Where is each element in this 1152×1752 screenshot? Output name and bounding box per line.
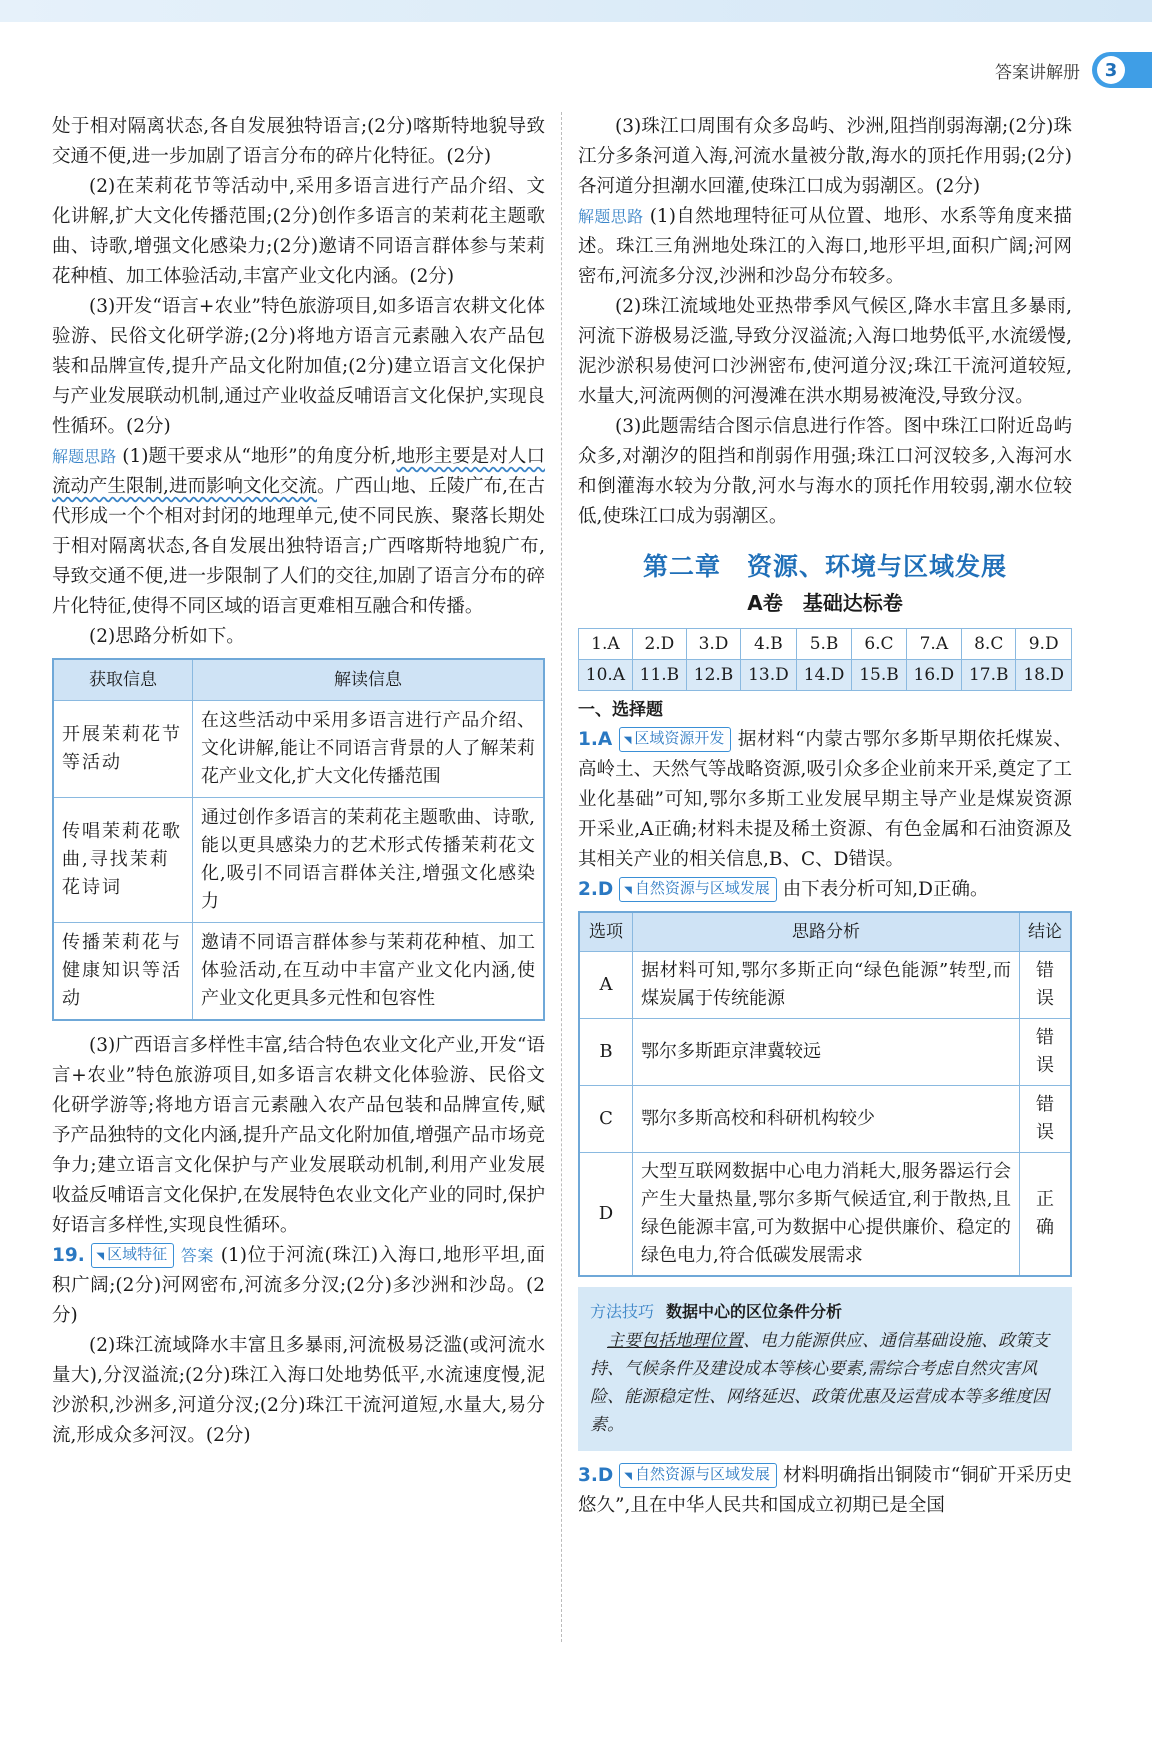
answer-cell: 2.D — [632, 629, 686, 660]
think-paragraph: (3)此题需结合图示信息进行作答。图中珠江口附近岛屿众多,对潮汐的阻挡和削弱作用强;珠江口河汊较多,入海河水和倒灌海水较为分散,河水与海水的顶托作用较弱,潮水位较低,使珠江口成为弱潮区。 — [578, 416, 1072, 527]
answer-cell: 18.D — [1016, 660, 1072, 691]
answer-cell: 5.B — [796, 629, 852, 660]
answer-text: 由下表分析可知,D正确。 — [782, 879, 989, 900]
table-cell-key: 开展茉莉花节等活动 — [53, 701, 193, 798]
answer-cell: 1.A — [579, 629, 633, 660]
answer-cell: 13.D — [741, 660, 797, 691]
answer-text: 材料明确指出铜陵市“铜矿开采历史悠久”,且在中华人民共和国成立初期已是全国 — [578, 1465, 1072, 1516]
answer-paragraph: (3)开发“语言+农业”特色旅游项目,如多语言农耕文化体验游、民俗文化研学游;(2分)将地方语言元素融入农产品包装和品牌宣传,提升产品文化附加值;(2分)建立语言文化保护与产业发展联动机制,通过产业收益反哺语言文化保护,实现良性循环。(2分) — [52, 296, 545, 437]
question-1 — [578, 725, 1072, 875]
table-row — [53, 798, 544, 923]
result-cell: 错误 — [1020, 1019, 1072, 1086]
answer-cell: 8.C — [962, 629, 1016, 660]
analysis-cell: 据材料可知,鄂尔多斯正向“绿色能源”转型,而煤炭属于传统能源 — [633, 952, 1020, 1019]
question-number: 19. — [52, 1245, 85, 1266]
think-paragraph — [578, 202, 1072, 292]
answer-text: 据材料“内蒙古鄂尔多斯早期依托煤炭、高岭土、天然气等战略资源,吸引众多企业前来开采,奠定了工业化基础”可知,鄂尔多斯工业发展早期主导产业是煤炭资源开采业,A正确;材料未提及稀土资源、有色金属和石油资源及其相关产业的相关信息,B、C、D错误。 — [578, 729, 1072, 870]
answer-grid-row — [579, 660, 1072, 691]
result-cell: 正确 — [1020, 1153, 1072, 1277]
table-row — [53, 923, 544, 1021]
chapter-title: 第二章 资源、环境与区域发展 — [642, 552, 1007, 581]
answer-grid-row — [579, 629, 1072, 660]
answer-cell: 7.A — [906, 629, 962, 660]
question-3 — [578, 1461, 1072, 1521]
answer-cell: 4.B — [741, 629, 797, 660]
answer-paragraph: (3)珠江口周围有众多岛屿、沙洲,阻挡削弱海潮;(2分)珠江分多条河道入海,河流水量被分散,海水的顶托作用弱;(2分)各河道分担潮水回灌,使珠江口成为弱潮区。(2分) — [578, 116, 1072, 197]
answer-text: (1)位于河流(珠江)入海口,地形平坦,面积广阔;(2分)河网密布,河流多分汊;(2分)多沙洲和沙岛。(2分) — [52, 1245, 546, 1326]
table-cell-value: 邀请不同语言群体参与茉莉花种植、加工体验活动,在互动中丰富产业文化内涵,使产业文化更具多元性和包容性 — [193, 923, 545, 1021]
think-paragraph: (2)珠江流域地处亚热带季风气候区,降水丰富且多暴雨,河流下游极易泛滥,导致分汊溢流;入海口地势低平,水流缓慢,泥沙淤积易使河口沙洲密布,使河道分汊;珠江干流河道较短,水量大,河流两侧的河漫滩在洪水期易被淹没,导致分汊。 — [578, 296, 1072, 407]
page-number: 3 — [1097, 56, 1125, 84]
option-cell: A — [579, 952, 633, 1019]
think-text: 。广西山地、丘陵广布,在古代形成一个个相对封闭的地理单元,使不同民族、聚落长期处于相对隔离状态,各自发展出独特语言;广西喀斯特地貌广布,导致交通不便,进一步限制了人们的交往,加剧了语言分布的碎片化特征,使得不同区域的语言更难相互融合和传播。 — [52, 476, 545, 617]
table-cell-value: 通过创作多语言的茉莉花主题歌曲、诗歌,能以更具感染力的艺术形式传播茉莉花文化,吸引不同语言群体关注,增强文化感染力 — [193, 798, 545, 923]
table-row — [579, 952, 1071, 1019]
section-subtitle: A卷 基础达标卷 — [747, 591, 903, 615]
tip-key: 方法技巧 — [590, 1302, 655, 1321]
topic-tag: ◥ 区域资源开发 — [619, 727, 732, 752]
table-row — [579, 1019, 1071, 1086]
answer-label: 答案 — [180, 1246, 215, 1265]
analysis-cell: 鄂尔多斯距京津冀较远 — [633, 1019, 1020, 1086]
answer-paragraph: (3)广西语言多样性丰富,结合特色农业文化产业,开发“语言+农业”特色旅游项目,如多语言农耕文化体验游、民俗文化研学游等;将地方语言元素融入农产品包装和品牌宣传,赋予产品独特的文化内涵,提升产品文化附加值,增强产品市场竞争力;建立语言文化保护与产业发展联动机制,利用产业发展收益反哺语言文化保护,在发展特色农业文化产业的同时,保护好语言多样性,实现良性循环。 — [52, 1035, 545, 1236]
table-header: 解读信息 — [193, 659, 545, 701]
column-divider — [561, 112, 562, 1642]
question-19 — [52, 1241, 545, 1331]
topic-tag: ◥ 区域特征 — [91, 1243, 174, 1268]
option-cell: B — [579, 1019, 633, 1086]
think-label: 解题思路 — [578, 207, 644, 226]
option-analysis-table — [578, 911, 1072, 1277]
underlined-key-point: 地形主要是对人口流动产生限制,进而影响文化交流 — [52, 446, 545, 497]
answer-cell: 14.D — [796, 660, 852, 691]
top-color-band — [0, 0, 1152, 22]
info-analysis-table — [52, 658, 545, 1021]
think-paragraph — [52, 442, 545, 622]
analysis-cell: 鄂尔多斯高校和科研机构较少 — [633, 1086, 1020, 1153]
answer-cell: 6.C — [852, 629, 906, 660]
table-row — [53, 701, 544, 798]
table-cell-key: 传播茉莉花与健康知识等活动 — [53, 923, 193, 1021]
answer-cell: 16.D — [906, 660, 962, 691]
page-header — [995, 50, 1152, 90]
header-title: 答案讲解册 — [995, 62, 1080, 83]
option-cell: C — [579, 1086, 633, 1153]
left-column — [52, 112, 545, 1451]
think-text: (1)题干要求从“地形”的角度分析, — [122, 446, 397, 467]
answer-cell: 11.B — [632, 660, 686, 691]
result-cell: 错误 — [1020, 1086, 1072, 1153]
table-cell-key: 传唱茉莉花歌曲,寻找茉莉花诗词 — [53, 798, 193, 923]
think-text: (1)自然地理特征可从位置、地形、水系等角度来描述。珠江三角洲地处珠江的入海口,地形平坦,面积广阔;河网密布,河流多分汊,沙洲和沙岛分布较多。 — [578, 206, 1072, 287]
answer-cell: 17.B — [962, 660, 1016, 691]
answer-cell: 15.B — [852, 660, 906, 691]
page-number-tab — [1092, 52, 1152, 88]
answer-paragraph: (2)珠江流域降水丰富且多暴雨,河流极易泛滥(或河流水量大),分汊溢流;(2分)珠江入海口处地势低平,水流速度慢,泥沙淤积,沙洲多,河道分汊;(2分)珠江干流河道短,水量大,易分流,形成众多河汊。(2分) — [52, 1335, 545, 1446]
think-label: 解题思路 — [52, 447, 117, 466]
result-cell: 错误 — [1020, 952, 1072, 1019]
table-header: 思路分析 — [633, 912, 1020, 952]
table-row — [579, 1086, 1071, 1153]
answer-cell: 3.D — [686, 629, 740, 660]
question-2 — [578, 875, 1072, 905]
table-header: 获取信息 — [53, 659, 193, 701]
topic-tag: ◥ 自然资源与区域发展 — [619, 1463, 777, 1488]
tip-body — [590, 1327, 1060, 1439]
tip-title: 数据中心的区位条件分析 — [666, 1302, 843, 1321]
tip-text: 、电力能源供应、通信基础设施、政策支持、气候条件及建设成本等核心要素,需综合考虑自然灾害风险、能源稳定性、网络延迟、政策优惠及运营成本等多维度因素。 — [590, 1331, 1049, 1435]
table-header: 结论 — [1020, 912, 1072, 952]
right-column — [578, 112, 1072, 1521]
answer-paragraph: (2)思路分析如下。 — [89, 626, 245, 647]
question-number: 2.D — [578, 879, 614, 900]
analysis-cell: 大型互联网数据中心电力消耗大,服务器运行会产生大量热量,鄂尔多斯气候适宜,利于散热,且绿色能源丰富,可为数据中心提供廉价、稳定的绿色电力,符合低碳发展需求 — [633, 1153, 1020, 1277]
answer-cell: 12.B — [686, 660, 740, 691]
question-number: 1.A — [578, 729, 613, 750]
answer-cell: 10.A — [579, 660, 633, 691]
table-cell-value: 在这些活动中采用多语言进行产品介绍、文化讲解,能让不同语言背景的人了解茉莉花产业文化,扩大文化传播范围 — [193, 701, 545, 798]
section-heading: 一、选择题 — [578, 700, 663, 720]
answer-grid — [578, 628, 1072, 691]
answer-paragraph: 处于相对隔离状态,各自发展独特语言;(2分)喀斯特地貌导致交通不便,进一步加剧了语言分布的碎片化特征。(2分) — [52, 116, 545, 167]
topic-tag: ◥ 自然资源与区域发展 — [619, 877, 777, 902]
question-number: 3.D — [578, 1465, 614, 1486]
tip-underlined: 主要包括地理位置 — [607, 1331, 743, 1351]
answer-cell: 9.D — [1016, 629, 1072, 660]
tip-heading — [590, 1297, 1060, 1327]
option-cell: D — [579, 1153, 633, 1277]
table-header: 选项 — [579, 912, 633, 952]
table-row — [579, 1153, 1071, 1277]
method-tip-box — [578, 1287, 1072, 1451]
answer-paragraph: (2)在茉莉花节等活动中,采用多语言进行产品介绍、文化讲解,扩大文化传播范围;(2分)创作多语言的茉莉花主题歌曲、诗歌,增强文化感染力;(2分)邀请不同语言群体参与茉莉花种植、加工体验活动,丰富产业文化内涵。(2分) — [52, 176, 545, 287]
